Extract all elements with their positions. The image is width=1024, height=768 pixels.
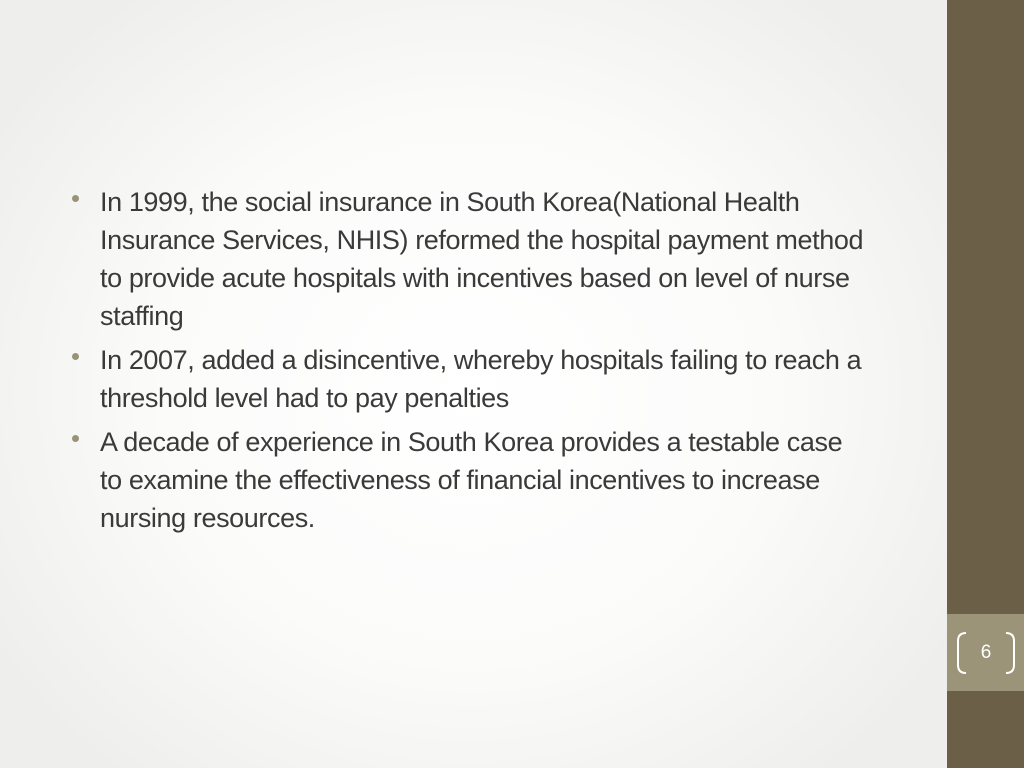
bullet-dot-icon — [72, 353, 79, 360]
slide-content — [68, 183, 868, 543]
bullet-list — [68, 183, 868, 537]
bullet-text: A decade of experience in South Korea provides a testable case to examine the effectiveness of financial incentives to increase nursing resources. — [100, 427, 843, 533]
bullet-item — [68, 341, 868, 417]
bullet-dot-icon — [72, 435, 79, 442]
bullet-text: In 2007, added a disincentive, whereby hospitals failing to reach a threshold level had to pay penalties — [100, 345, 862, 413]
bullet-dot-icon — [72, 195, 79, 202]
bullet-text: In 1999, the social insurance in South Korea(National Health Insurance Services, NHIS) reformed the hospital payment method to provide acute hospitals with incentives based on level of nurse staffing — [100, 187, 864, 331]
page-number: 6 — [980, 642, 992, 663]
bullet-item — [68, 183, 868, 335]
page-number-frame — [956, 632, 1016, 674]
bullet-item — [68, 423, 868, 537]
page-number-box — [947, 614, 1024, 691]
